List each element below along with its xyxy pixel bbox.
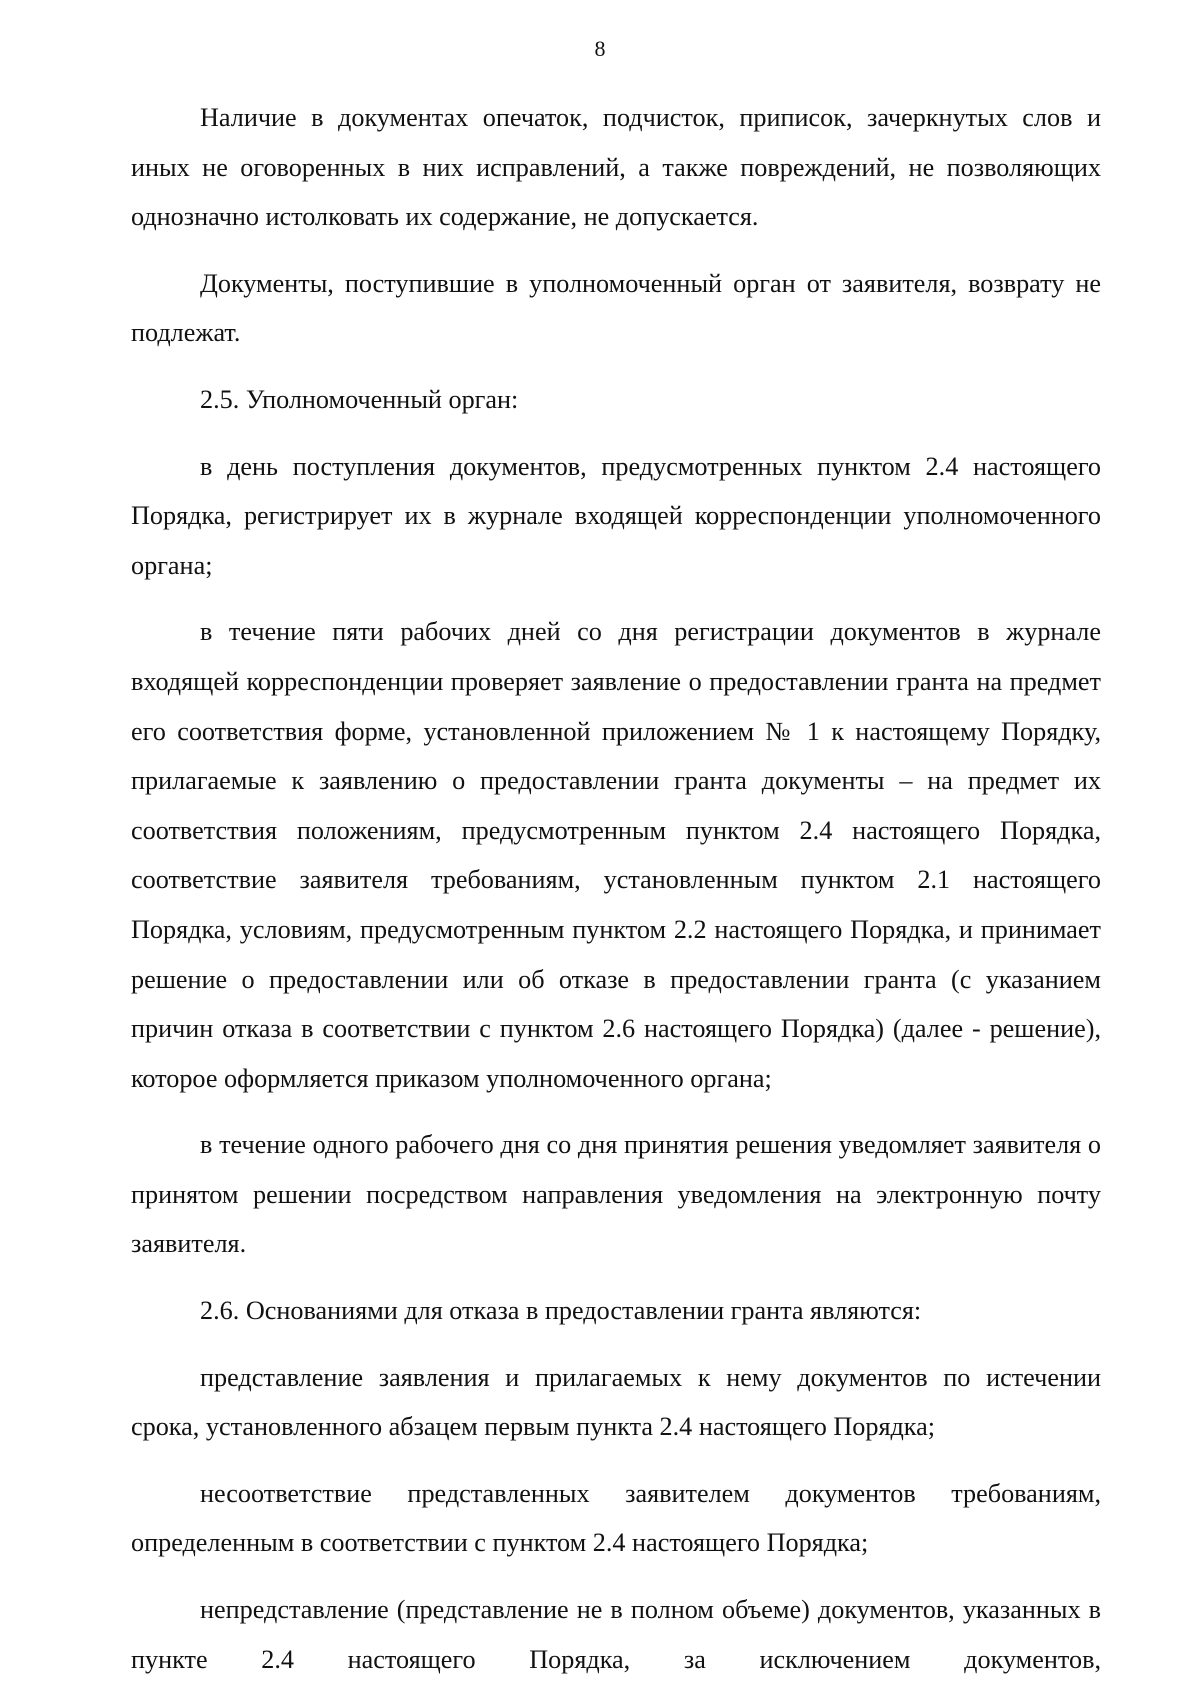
paragraph-review-and-decision: в течение пяти рабочих дней со дня регистрации документов в журнале входящей корреспонденции проверяет заявление о предоставлении гранта на предмет его соответствия форме, установленной приложением № 1 к настоящему Порядку, прилагаемые к заявлению о предоставлении гранта документы – на предмет их соответствия положениям, предусмотренным пунктом 2.4 настоящего Порядка, соответствие заявителя требованиям, установленным пунктом 2.1 настоящего Порядка, условиям, предусмотренным пунктом 2.2 настоящего Порядка, и принимает решение о предоставлении или об отказе в предоставлении гранта (с указанием причин отказа в соответствии с пунктом 2.6 настоящего Порядка) (далее - решение), которое оформляется приказом уполномоченного органа; xyxy=(131,617,1101,1093)
page-number: 8 xyxy=(594,36,606,61)
paragraph-documents-not-returned: Документы, поступившие в уполномоченный орган от заявителя, возврату не подлежат. xyxy=(131,268,1101,348)
paragraph-corrections-not-allowed: Наличие в документах опечаток, подчисток, приписок, зачеркнутых слов и иных не оговоренных в них исправлений, а также повреждений, не позволяющих однозначно истолковать их содержание, не допускается. xyxy=(131,103,1101,232)
paragraph-refusal-noncompliance: несоответствие представленных заявителем документов требованиям, определенным в соответствии с пунктом 2.4 настоящего Порядка; xyxy=(131,1478,1101,1558)
paragraph-refusal-late-submission: представление заявления и прилагаемых к нему документов по истечении срока, установленного абзацем первым пункта 2.4 настоящего Порядка; xyxy=(131,1362,1101,1442)
paragraph-refusal-incomplete: непредставление (представление не в полном объеме) документов, указанных в пункте 2.4 настоящего Порядка, за исключением документов, xyxy=(131,1595,1101,1674)
paragraph-registration: в день поступления документов, предусмотренных пунктом 2.4 настоящего Порядка, регистрирует их в журнале входящей корреспонденции уполномоченного органа; xyxy=(131,451,1101,580)
paragraph-2-6-heading: 2.6. Основаниями для отказа в предоставлении гранта являются: xyxy=(200,1296,922,1326)
paragraph-2-5-heading: 2.5. Уполномоченный орган: xyxy=(200,384,519,414)
document-body xyxy=(131,93,1101,1684)
paragraph-notification: в течение одного рабочего дня со дня принятия решения уведомляет заявителя о принятом решении посредством направления уведомления на электронную почту заявителя. xyxy=(131,1130,1101,1259)
